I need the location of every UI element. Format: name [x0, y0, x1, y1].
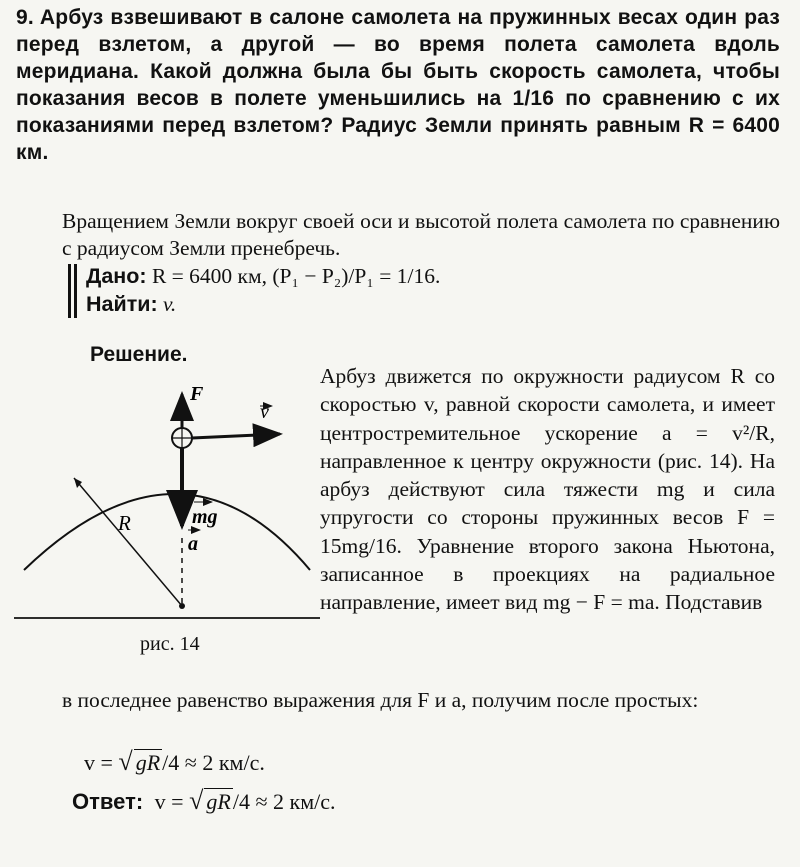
label-R: R — [118, 511, 131, 535]
given-value: R = 6400 км, (P₁ − P₂)/P₁ = 1/16. — [151, 264, 441, 288]
figure-caption: рис. 14 — [140, 633, 200, 655]
solution-heading: Решение. — [90, 343, 188, 366]
formula-right: /4 ≈ 2 км/с. — [162, 750, 265, 775]
velocity-arrow — [192, 434, 280, 438]
find-value: v. — [162, 292, 177, 316]
answer-left: v = — [154, 789, 184, 814]
solution-text: Арбуз движется по окружности радиусом R со скоростью v, равной скорости самолета, и имеет центростремительное ускорение a = v²/R, направленное к центру окружности (рис. 14). На арбуз действуют сила тяжести mg и сила упругости со стороны пружинных весов F = 15mg/16. Уравнение второго закона Ньютона, записанное в проекциях на радиальное направление, имеет вид mg − F = ma. Подставив — [320, 364, 775, 615]
find-line — [86, 290, 786, 318]
problem-number: 9. — [16, 6, 34, 29]
label-a: a — [188, 533, 198, 555]
answer-line — [72, 786, 336, 816]
given-bar-second — [74, 264, 77, 318]
given-line — [86, 262, 786, 290]
answer-right: /4 ≈ 2 км/с. — [232, 789, 336, 814]
given-label: Дано: — [86, 264, 147, 288]
sqrt-icon: √ — [189, 786, 204, 815]
solution-continuation: в последнее равенство выражения для F и a, получим после простых: — [62, 688, 699, 712]
radius-line — [74, 478, 182, 606]
answer-radicand: gR — [206, 789, 231, 814]
problem-statement — [16, 4, 780, 166]
center-point — [179, 603, 185, 609]
assumption-text: Вращением Земли вокруг своей оси и высотой полета самолета по сравнению с радиусом Земли пренебречь. — [62, 209, 780, 260]
answer-label: Ответ: — [72, 789, 144, 814]
figure-diagram — [14, 378, 320, 648]
label-F: F — [190, 383, 204, 405]
sqrt-icon: √ — [118, 747, 133, 776]
result-formula — [84, 747, 265, 777]
given-bar — [68, 264, 71, 318]
find-label: Найти: — [86, 292, 158, 316]
problem-text: Арбуз взвешивают в салоне самолета на пружинных весах один раз перед взлетом, а другой — во время полета самолета вдоль меридиана. Какой должна была бы быть скорость самолета, чтобы показания весов в полете уменьшились на 1/16 по сравнению с их показаниями перед взлетом? Радиус Земли принять равным R = 6400 км. — [16, 6, 780, 164]
label-mg: mg — [192, 506, 218, 528]
formula-radicand: gR — [135, 750, 161, 775]
label-v: v — [260, 401, 269, 423]
given-block — [68, 262, 786, 318]
formula-left: v = — [84, 750, 113, 775]
earth-arc — [24, 494, 310, 570]
